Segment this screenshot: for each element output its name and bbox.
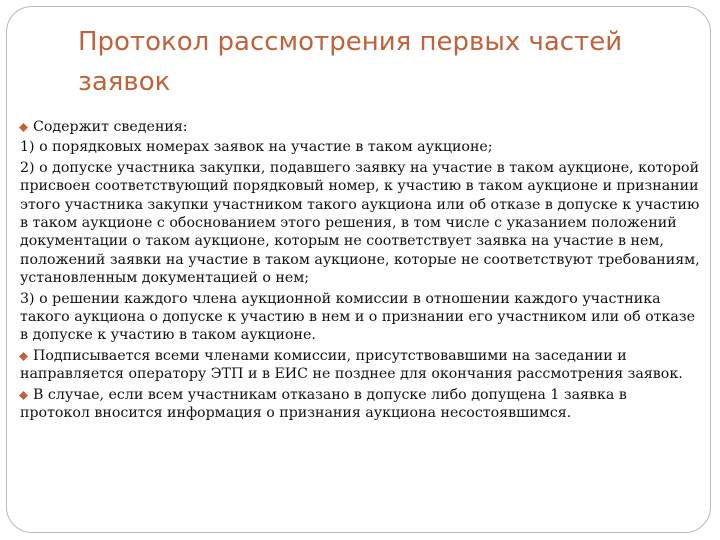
list-item [20, 386, 700, 423]
slide-title: Протокол рассмотрения первых частей заявок [78, 27, 623, 97]
list-item [20, 290, 700, 345]
list-item [20, 118, 700, 136]
diamond-bullet-icon [19, 352, 28, 361]
list-item-text: 1) о порядковых номерах заявок на участие в таком аукционе; [20, 139, 493, 156]
list-item-text: В случае, если всем участникам отказано в допуске либо допущена 1 заявка в протокол вносится информация о признания аукциона несостоявшимся. [20, 386, 627, 422]
list-item [20, 159, 700, 288]
list-item-text: 2) о допуске участника закупки, подавшего заявку на участие в таком аукционе, которой присвоен соответствующий порядковый номер, к участию в таком аукционе и признании этого участника закупки участником такого аукциона или об отказе в допуске к участию в таком аукционе с обоснованием этого решения, в том числе с указанием положений документации о таком аукционе, которым не соответствует заявка на участие в нем, положений заявки на участие в таком аукционе, которые не соответствуют требованиям, установленным документацией о нем; [20, 159, 700, 287]
list-item [20, 138, 700, 156]
diamond-bullet-icon [19, 391, 28, 400]
list-item-text: Подписывается всеми членами комиссии, присутствовавшими на заседании и направляется оператору ЭТП и в ЕИС не позднее для окончания рассмотрения заявок. [20, 347, 683, 383]
list-item-text: 3) о решении каждого члена аукционной комиссии в отношении каждого участника такого аукциона о допуске к участию в нем и о признании его участником или об отказе в допуске к участию в таком аукционе. [20, 290, 695, 344]
diamond-bullet-icon [19, 123, 28, 132]
list-item-text: Содержит сведения: [33, 119, 188, 135]
slide-body [20, 118, 700, 425]
list-item [20, 347, 700, 384]
